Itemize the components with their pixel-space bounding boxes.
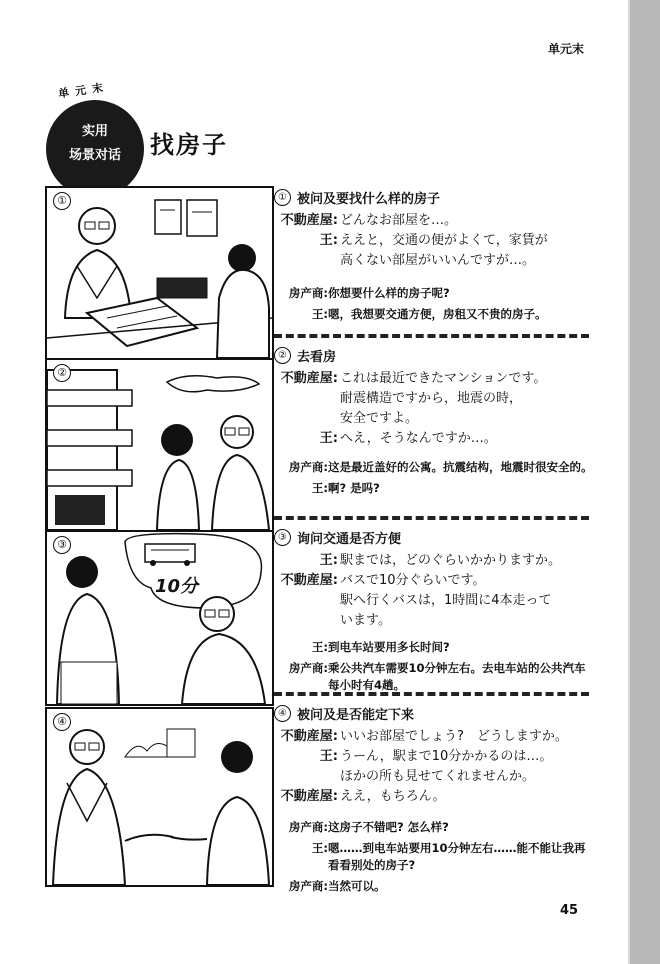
comic-panel-1 (45, 186, 274, 360)
page-title: 找房子 (150, 131, 228, 159)
scene-3-title-text: 询问交通是否方便 (297, 532, 402, 547)
scene-4-title-text: 被问及是否能定下来 (297, 708, 415, 723)
comic-panel-4 (45, 707, 274, 887)
panel-number-3: ③ (53, 536, 71, 554)
panel-4-illustration (47, 709, 272, 885)
page-number: 45 (560, 903, 579, 918)
panel-2-illustration (47, 360, 272, 530)
cn-translation: 房产商: 你想要什么样的房子呢? 王: 嗯，我想要交通方便，房租又不贵的房子。 (288, 286, 547, 321)
scene-2-dialogue (274, 346, 594, 497)
badge-line2: 场景对话 (68, 148, 121, 163)
badge-arc-text: 单元末 (57, 80, 110, 101)
jp-line: 高くない部屋がいいんですが…。 (340, 253, 536, 268)
section-badge (46, 100, 144, 198)
bubble-ten-minutes: 10分 (155, 576, 199, 597)
scene-2-number: ② (274, 347, 291, 364)
scene-1-title (274, 188, 594, 207)
scene-1-dialogue (274, 188, 594, 323)
panel-number-4: ④ (53, 713, 71, 731)
section-tag: 单元末 (548, 42, 585, 56)
cn-translation: 房产商: 这是最近盖好的公寓。抗震结构，地震时很安全的。 王: 啊? 是吗? (288, 460, 593, 495)
comic-panel-2 (45, 358, 274, 532)
scene-3-title (274, 528, 594, 547)
panel-3-illustration (47, 532, 272, 704)
scene-2-title (274, 346, 594, 365)
scene-3-dialogue (274, 528, 594, 694)
jp-line: ほかの所も見せてくれませんか。 (340, 769, 536, 784)
panel-number-1: ① (53, 192, 71, 210)
cn-translation: 王: 到电车站要用多长时间? 房产商: 乘公共汽车需要10分钟左右。去电车站的公共汽车每小时有4趟。 (288, 640, 586, 692)
jp-line: 王: うーん，駅まで10分かかるのは…。 (319, 749, 553, 764)
scene-1-number: ① (274, 189, 291, 206)
jp-line: 耐震構造ですから，地震の時， (340, 391, 523, 406)
jp-line: 王: ええと，交通の便がよくて，家賃が (319, 233, 548, 248)
gutter-edge (628, 0, 630, 964)
comic-panel-3 (45, 530, 274, 706)
jp-line: 不動産屋: バスで10分ぐらいです。 (280, 573, 486, 588)
dashed-separator (274, 516, 589, 520)
panel-number-2: ② (53, 364, 71, 382)
jp-line: 安全ですよ。 (340, 411, 419, 426)
jp-line: います。 (340, 613, 391, 628)
scene-1-title-text: 被问及要找什么样的房子 (297, 192, 441, 207)
jp-line: 不動産屋: どんなお部屋を…。 (280, 213, 458, 228)
badge-line1: 实用 (81, 124, 108, 139)
page-gutter (630, 0, 660, 964)
jp-line: 不動産屋: いいお部屋でしょう? どうしますか。 (280, 729, 568, 744)
scene-3-number: ③ (274, 529, 291, 546)
jp-line: 駅へ行くバスは，1時間に4本走って (340, 593, 552, 608)
panel-1-illustration (47, 188, 272, 358)
cn-translation: 房产商: 这房子不错吧? 怎么样? 王: 嗯……到电车站要用10分钟左右……能不能让我再看看别处的房子? 房产商: 当然可以。 (288, 820, 586, 893)
dashed-separator (274, 334, 589, 338)
dashed-separator (274, 692, 589, 696)
jp-line: 不動産屋: ええ，もちろん。 (280, 789, 446, 804)
jp-line: 王: へえ，そうなんですか…。 (319, 431, 497, 446)
jp-line: 不動産屋: これは最近できたマンションです。 (280, 371, 547, 386)
scene-4-number: ④ (274, 705, 291, 722)
scene-2-title-text: 去看房 (297, 350, 337, 365)
jp-line: 王: 駅までは，どのぐらいかかりますか。 (319, 553, 562, 568)
scene-4-title (274, 704, 594, 723)
scene-4-dialogue (274, 704, 594, 895)
